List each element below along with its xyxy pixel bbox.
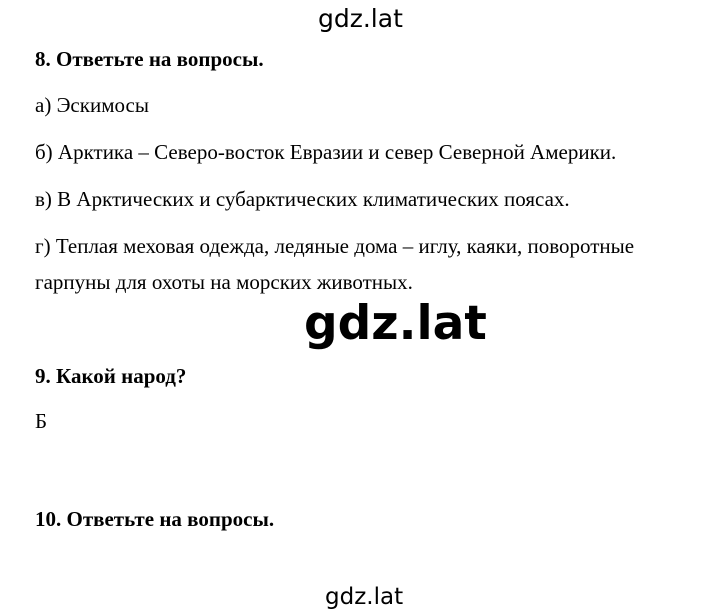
task-10-heading: 10. Ответьте на вопросы. (35, 507, 275, 531)
task-8-answer-v: в) В Арктических и субарктических климатических поясах. (35, 187, 570, 211)
task-8-heading: 8. Ответьте на вопросы. (35, 47, 264, 71)
watermark-top: gdz.lat (318, 4, 403, 33)
task-8-answer-g-line1: г) Теплая меховая одежда, ледяные дома – иглу, каяки, поворотные (35, 234, 635, 258)
task-8-answer-b: б) Арктика – Северо-восток Евразии и север Северной Америки. (35, 140, 617, 164)
task-8-answer-g-line2: гарпуны для охоты на морских животных. (35, 270, 413, 294)
watermark-bottom: gdz.lat (325, 584, 404, 610)
watermark-middle: gdz.lat (304, 296, 487, 351)
task-9-answer: Б (35, 409, 48, 433)
task-9-heading: 9. Какой народ? (35, 364, 187, 388)
task-8-answer-a: а) Эскимосы (35, 93, 149, 117)
